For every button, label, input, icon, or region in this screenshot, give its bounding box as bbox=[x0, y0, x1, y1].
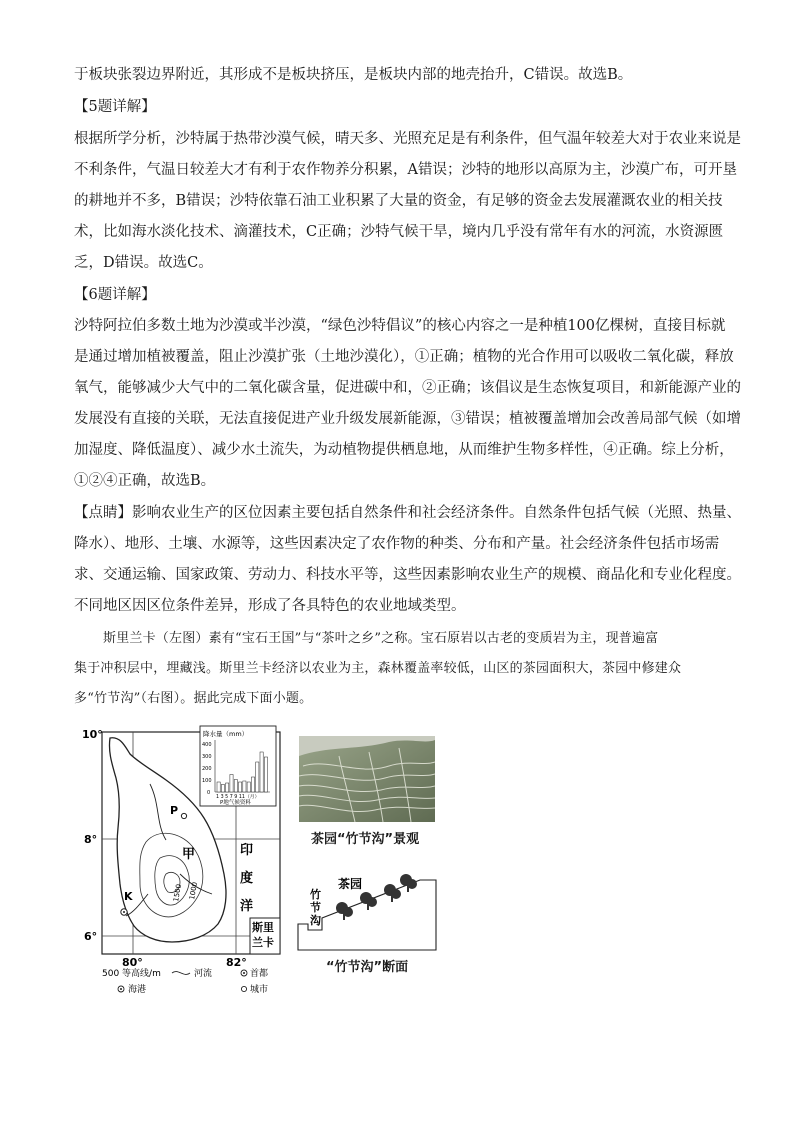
text-line: 沙特阿拉伯多数土地为沙漠或半沙漠，“绿色沙特倡议”的核心内容之一是种植100亿棵树，直接目标就 bbox=[74, 318, 726, 334]
label-tea-garden: 茶园 bbox=[338, 877, 363, 891]
country-label-2: 兰卡 bbox=[252, 936, 274, 949]
lat-label-6: 6° bbox=[84, 930, 98, 943]
photo-caption: 茶园“竹节沟”景观 bbox=[311, 832, 420, 847]
text-line: 是通过增加植被覆盖，阻止沙漠扩张（土地沙漠化），①正确；植物的光合作用可以吸收二氧化碳，释放 bbox=[74, 349, 734, 365]
precip-bar bbox=[239, 782, 242, 792]
climate-chart-inset bbox=[200, 726, 276, 806]
map-legend bbox=[102, 967, 268, 995]
chart-y-tick: 200 bbox=[202, 766, 212, 772]
text-line: 发展没有直接的关联，无法直接促进产业升级发展新能源，③错误；植被覆盖增加会改善局部气候（如增 bbox=[74, 411, 741, 427]
precip-bar bbox=[243, 781, 246, 792]
section-heading-q5: 【5题详解】 bbox=[74, 99, 156, 115]
precip-bar bbox=[256, 762, 259, 792]
label-groove-2: 节 bbox=[310, 901, 321, 914]
groove-section-diagram bbox=[296, 868, 438, 952]
text-line: 氧气，能够减少大气中的二氧化碳含量，促进碳中和，②正确；该倡议是生态恢复项目，和新能源产业的 bbox=[74, 380, 741, 396]
lat-label-10: 10° bbox=[82, 728, 103, 741]
text-line: 不同地区因区位条件差异，形成了各具特色的农业地域类型。 bbox=[74, 598, 466, 614]
chart-caption: P地气候资料 bbox=[220, 800, 251, 806]
country-label-1: 斯里 bbox=[252, 921, 274, 934]
precip-bar bbox=[226, 783, 229, 792]
legend-river: 河流 bbox=[194, 969, 213, 979]
intro-line: 集于冲积层中，埋藏浅。斯里兰卡经济以农业为主，森林覆盖率较低，山区的茶园面积大，茶园中修建众 bbox=[74, 661, 682, 676]
ocean-label-1: 印 bbox=[240, 843, 254, 858]
precip-bar bbox=[234, 780, 237, 793]
precip-bar bbox=[221, 785, 224, 793]
text-line: 加湿度、降低温度）、减少水土流失，为动植物提供栖息地，从而维护生物多样性，④正确。综上分析， bbox=[74, 442, 734, 458]
sri-lanka-map bbox=[80, 724, 290, 998]
ocean-label-2: 度 bbox=[240, 871, 254, 886]
chart-y-tick: 0 bbox=[207, 790, 211, 796]
region-label-jia: 甲 bbox=[182, 847, 196, 862]
note-text: 影响农业生产的区位因素主要包括自然条件和社会经济条件。自然条件包括气候（光照、热量、 bbox=[132, 505, 741, 521]
precip-bar bbox=[247, 782, 250, 792]
point-label-P: P bbox=[170, 804, 179, 817]
text-line: ①②④正确，故选B。 bbox=[74, 473, 216, 489]
section-caption: “竹节沟”断面 bbox=[326, 960, 409, 975]
chart-x-ticks: 1 3 5 7 9 11（月） bbox=[216, 795, 260, 800]
text-line: 术，比如海水淡化技术、滴灌技术，C正确；沙特气候干旱，境内几乎没有常年有水的河流，水资源匮 bbox=[74, 224, 724, 240]
precip-bar bbox=[230, 775, 233, 793]
text-line: 求、交通运输、国家政策、劳动力、科技水平等，这些因素影响农业生产的规模、商品化和专业化程度。 bbox=[74, 567, 741, 583]
note-line bbox=[74, 503, 741, 523]
intro-line: 斯里兰卡（左图）素有“宝石王国”与“茶叶之乡”之称。宝石原岩以古老的变质岩为主，现普遍富 bbox=[103, 631, 659, 646]
legend-city: 城市 bbox=[250, 985, 269, 995]
text-line: 于板块张裂边界附近，其形成不是板块挤压，是板块内部的地壳抬升，C错误。故选B。 bbox=[74, 67, 633, 83]
precip-bar bbox=[251, 777, 254, 792]
legend-port: 海港 bbox=[128, 985, 147, 995]
label-groove-3: 沟 bbox=[310, 914, 321, 927]
lat-label-8: 8° bbox=[84, 833, 98, 846]
text-line: 降水）、地形、土壤、水源等，这些因素决定了农作物的种类、分布和产量。社会经济条件包括市场需 bbox=[74, 536, 720, 552]
tea-garden-photo bbox=[299, 736, 435, 822]
text-line: 根据所学分析，沙特属于热带沙漠气候，晴天多、光照充足是有利条件，但气温年较差大对于农业来说是 bbox=[74, 131, 741, 147]
legend-contour: 500 等高线/m bbox=[102, 969, 161, 979]
lon-label-80: 80° bbox=[122, 956, 143, 969]
precip-bar bbox=[217, 782, 220, 792]
city-P-marker bbox=[181, 813, 186, 818]
label-groove-1: 竹 bbox=[310, 888, 321, 901]
chart-y-tick: 300 bbox=[202, 754, 212, 760]
contour-label-1000: 1000 bbox=[188, 881, 200, 901]
city-icon bbox=[241, 986, 246, 991]
contour-label-1500: 1500 bbox=[172, 883, 184, 903]
text-line: 的耕地并不多，B错误；沙特依靠石油工业积累了大量的资金，有足够的资金去发展灌溉农业的相关技 bbox=[74, 193, 723, 209]
intro-line: 多“竹节沟”（右图）。据此完成下面小题。 bbox=[74, 691, 313, 706]
point-label-K: K bbox=[124, 890, 133, 903]
text-line: 不利条件，气温日较差大才有利于农作物养分积累，A错误；沙特的地形以高原为主，沙漠广布，可开垦 bbox=[74, 162, 737, 178]
lon-label-82: 82° bbox=[226, 956, 247, 969]
precip-bar bbox=[260, 752, 263, 792]
chart-title: 降水量（mm） bbox=[203, 730, 249, 738]
section-heading-q6: 【6题详解】 bbox=[74, 287, 156, 303]
legend-capital: 首都 bbox=[250, 969, 269, 979]
chart-y-tick: 400 bbox=[202, 742, 212, 748]
text-line: 乏，D错误。故选C。 bbox=[74, 255, 213, 271]
chart-y-tick: 100 bbox=[202, 778, 212, 784]
ocean-label-3: 洋 bbox=[240, 899, 254, 914]
precip-bar bbox=[264, 757, 267, 792]
note-heading: 【点睛】 bbox=[74, 505, 132, 521]
